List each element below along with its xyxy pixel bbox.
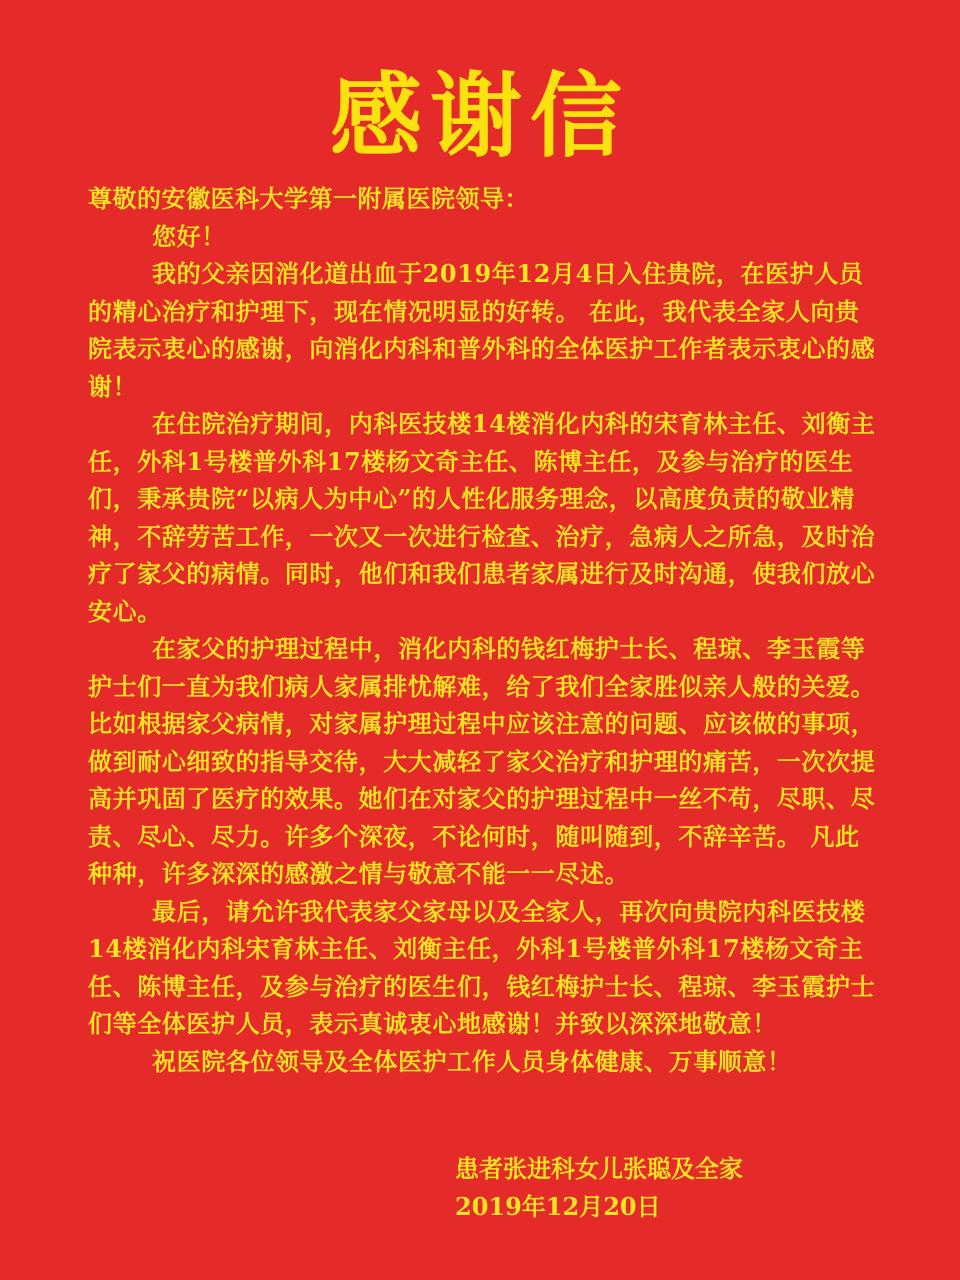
paragraph-2: 在住院治疗期间，内科医技楼14楼消化内科的宋育林主任、刘衡主任，外科1号楼普外科17楼杨文奇主任、陈博主任，及参与治疗的医生们，秉承贵院“以病人为中心”的人性化服务理念，以高度负责的敬业精神，不辞劳苦工作，一次又一次进行检查、治疗，急病人之所急，及时治疗了家父的病情。同时，他们和我们患者家属进行及时沟通，使我们放心安心。 <box>88 409 876 626</box>
letter-body <box>88 180 880 1080</box>
paragraph-3: 在家父的护理过程中，消化内科的钱红梅护士长、程琼、李玉霞等护士们一直为我们病人家属排忧解难，给了我们全家胜似亲人般的关爱。比如根据家父病情，对家属护理过程中应该注意的问题、应该做的事项，做到耐心细致的指导交待，大大减轻了家父治疗和护理的痛苦，一次次提高并巩固了医疗的效果。她们在对家父的护理过程中一丝不苟，尽职、尽责、尽心、尽力。许多个深夜，不论何时，随叫随到，不辞辛苦。 凡此种种，许多深深的感激之情与敬意不能一一尽述。 <box>88 634 876 888</box>
paragraph-4: 最后，请允许我代表家父家母以及全家人，再次向贵院内科医技楼14楼消化内科宋育林主任、刘衡主任，外科1号楼普外科17楼杨文奇主任、陈博主任，及参与治疗的医生们，钱红梅护士长、程琼、李玉霞护士们等全体医护人员，表示真诚衷心地感谢！并致以深深地敬意！ <box>88 896 876 1038</box>
paragraph-1: 我的父亲因消化道出血于2019年12月4日入住贵院，在医护人员的精心治疗和护理下，现在情况明显的好转。 在此，我代表全家人向贵院表示衷心的感谢，向消化内科和普外科的全体医护工作者表示衷心的感谢！ <box>88 259 876 401</box>
signature-date: 2019年12月20日 <box>455 1192 661 1221</box>
paragraph-5: 祝医院各位领导及全体医护工作人员身体健康、万事顺意！ <box>152 1046 792 1076</box>
letter-title: 感谢信 <box>329 63 630 170</box>
signature-block <box>455 1150 743 1226</box>
signature-name: 患者张进科女儿张聪及全家 <box>455 1154 743 1183</box>
greeting: 您好！ <box>152 221 226 251</box>
salutation: 尊敬的安徽医科大学第一附属医院领导： <box>88 184 529 213</box>
